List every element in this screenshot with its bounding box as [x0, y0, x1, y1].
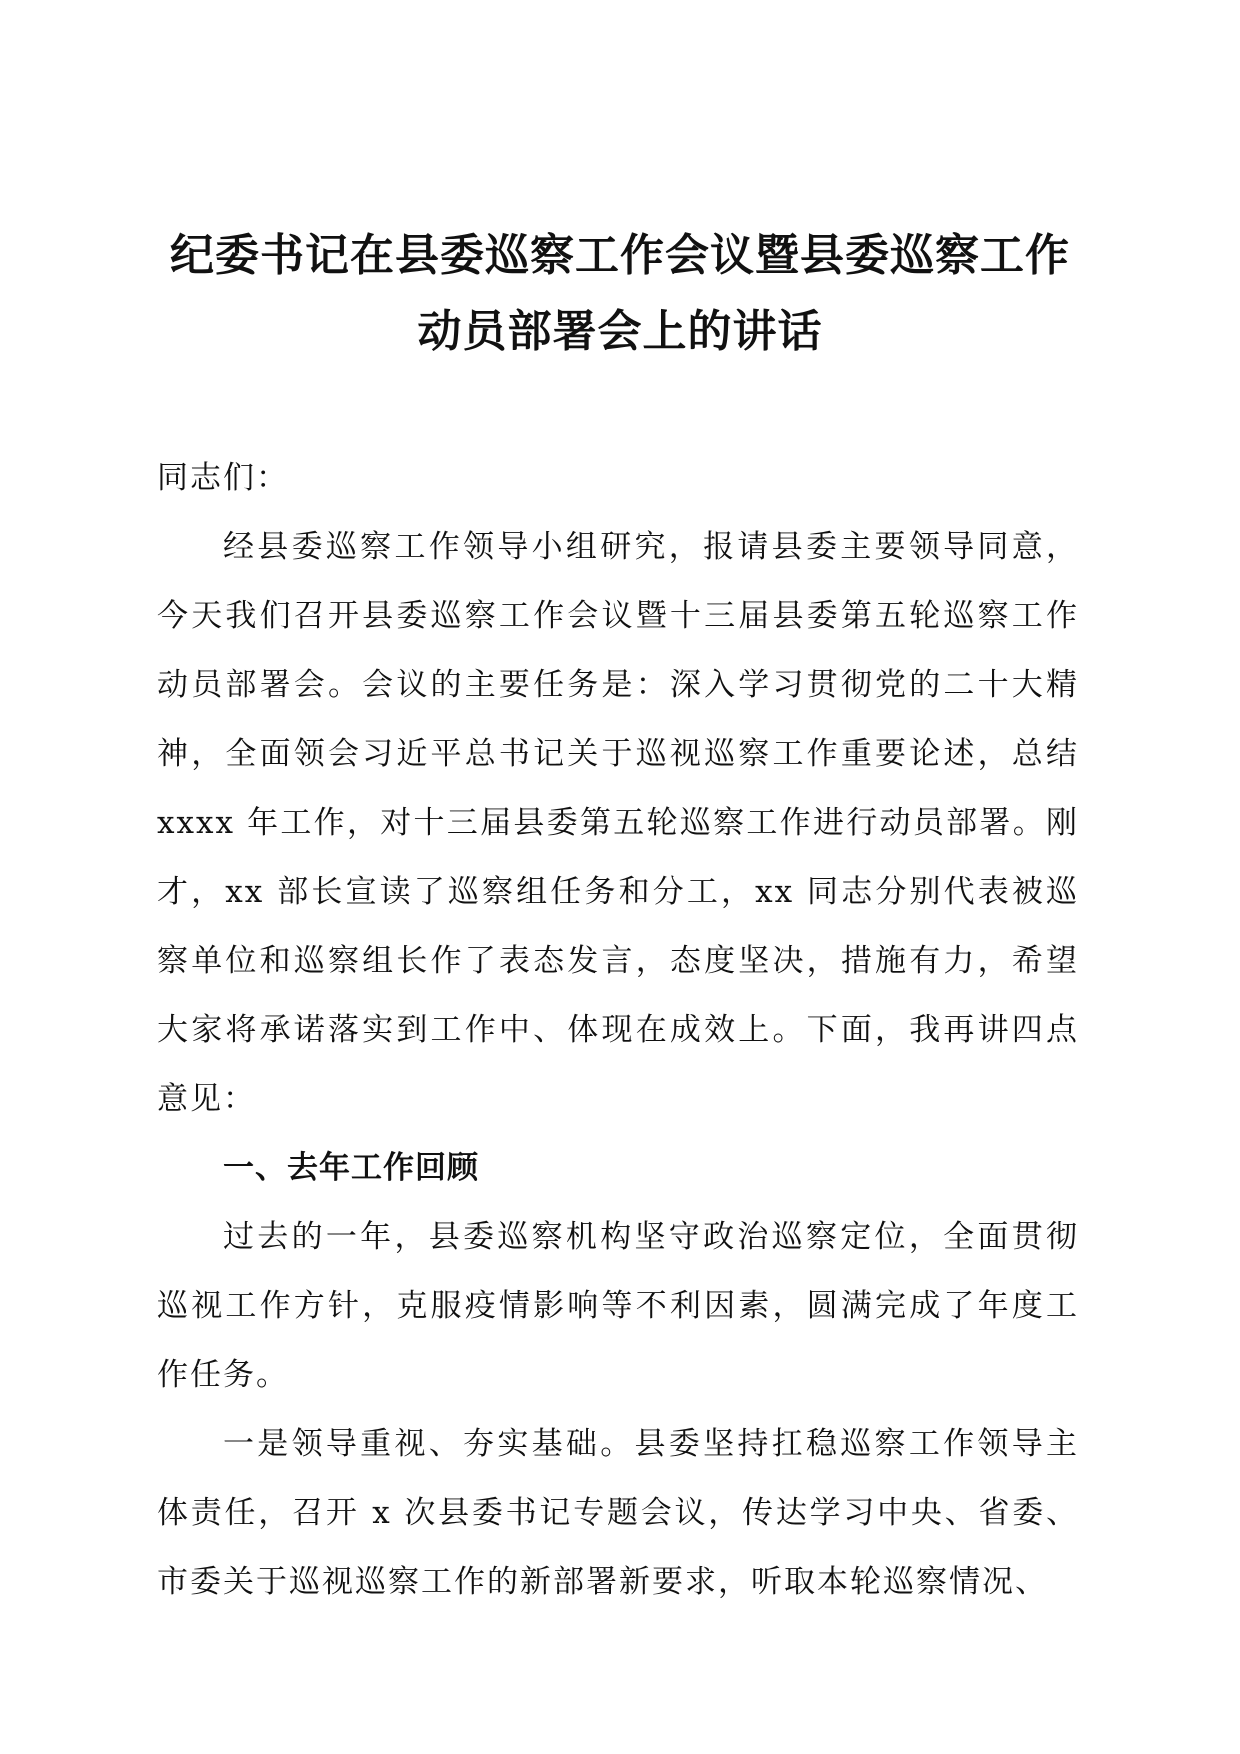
document-body: [157, 444, 1079, 1617]
paragraph-point-1: 一是领导重视、夯实基础。县委坚持扛稳巡察工作领导主体责任，召开 x 次县委书记专题会议，传达学习中央、省委、市委关于巡视巡察工作的新部署新要求，听取本轮巡察情况、: [157, 1426, 1079, 1600]
title-line-2: 动员部署会上的讲话: [417, 306, 823, 357]
paragraph-review: 过去的一年，县委巡察机构坚守政治巡察定位，全面贯彻巡视工作方针，克服疫情影响等不利因素，圆满完成了年度工作任务。: [157, 1219, 1079, 1393]
document-title: [150, 218, 1090, 370]
title-line-1: 纪委书记在县委巡察工作会议暨县委巡察工作: [170, 230, 1070, 281]
salutation: 同志们：: [157, 460, 289, 496]
paragraph-intro: 经县委巡察工作领导小组研究，报请县委主要领导同意，今天我们召开县委巡察工作会议暨十三届县委第五轮巡察工作动员部署会。会议的主要任务是：深入学习贯彻党的二十大精神，全面领会习近平总书记关于巡视巡察工作重要论述，总结 xxxx 年工作，对十三届县委第五轮巡察工作进行动员部署。刚才，xx 部长宣读了巡察组任务和分工，xx 同志分别代表被巡察单位和巡察组长作了表态发言，态度坚决，措施有力，希望大家将承诺落实到工作中、体现在成效上。下面，我再讲四点意见：: [157, 529, 1079, 1117]
section-heading-1: 一、去年工作回顾: [223, 1150, 479, 1186]
